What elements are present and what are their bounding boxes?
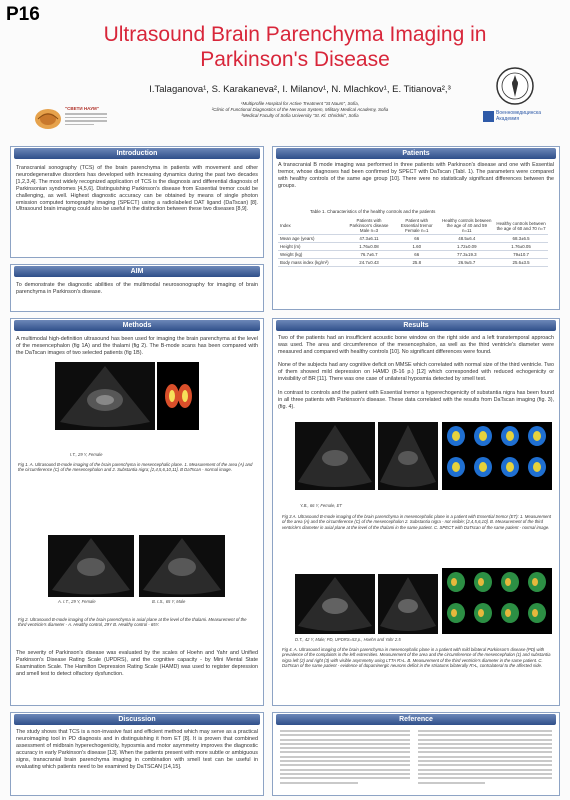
poster-title: Ultrasound Brain Parenchyma Imaging in Parkinson's Disease (103, 23, 487, 71)
authors: I.Talaganova¹, S. Karakaneva², I. Milanov¹, N. Mlachkov¹, E. Titianova²,³ (149, 84, 451, 95)
ultrasound-fan-icon (295, 574, 375, 634)
table-header-cell: Healthy controls between the age of 60 and 70 n=7 (494, 217, 548, 235)
fig3-patient-label: Y.B., 66 Y, Female, ET (300, 503, 342, 508)
academy-mark-icon (483, 111, 494, 122)
brain-logo-icon (33, 104, 63, 134)
results-header: Results (276, 320, 556, 331)
fig1-caption: Fig 1. A. Ultrasound B-mode imaging of the brain parenchyma in mesencephalic plane. 1. Measurement of the area (A) and the circumference (C) of the mesencephalon and 2. Substantia nigra; [2,4,5,6,10,11]. B DaTscan - normal image. (18, 462, 253, 473)
patients-header: Patients (276, 148, 556, 159)
fig3-caption: Fig 3 A. Ultrasound B-mode imaging of the brain parenchyma in mesencephalic plane in a patient with Essential tremor (ET): 1. Measurement of the area (A) and the circumference (C) of the mesencephalon 2. Substantia nigra - not visible; [2,4,5,6,10]. B. Measurement of the third ventricle's diameter in axial plane at the level of the thalami in the same patient. C. SPECT with DaTscan of the same patient - normal image. (282, 514, 552, 530)
ultrasound-fan-icon (139, 535, 225, 597)
academy-logo-text: Военномедицинска Академия (496, 110, 542, 122)
fig1-ultrasound-image (55, 362, 155, 430)
hospital-logo-text: "СВЕТИ НАУМ" (65, 106, 99, 111)
table-cell: 47.3±6.11 (344, 235, 394, 243)
affiliation-1: ¹Multiprofile Hospital for Active Treatment "St Naum", Sofia, (241, 101, 359, 106)
table-cell: 76.7±6.7 (344, 251, 394, 259)
table-cell: 26.9±5.7 (439, 259, 494, 267)
table-row (278, 251, 548, 259)
table-cell: Weight (kg) (278, 251, 344, 259)
fig2a-patient-label: A. I.T., 29 Y, Female (58, 599, 96, 604)
academy-emblem-icon (495, 66, 535, 106)
table-cell: 25.6±3.5 (494, 259, 548, 267)
introduction-header: Introduction (14, 148, 260, 159)
hospital-logo (33, 100, 111, 136)
reference-list-right (418, 730, 552, 786)
affiliations (150, 101, 450, 119)
patients-table (278, 217, 548, 267)
results-text-2: None of the subjects had any cognitive deficit on MMSE which correlated with normal size of the third ventricle. Two of them showed mild depression on HAMD (8-16 p.) [12] which corresponded with reduced echogenicity or invisibility of BR [11]. There was one case of unilateral hyposmia detected by smell test. (278, 362, 554, 382)
fig2b-patient-label: B. I.S., 65 Y, Male (152, 599, 186, 604)
fig4-caption: Fig 4. A. Ultrasound imaging of the brain parenchyma in mesencephalic plane in a patient with mild bilateral Parkinson's disease (PD) with prevalence of the complaints in the left extremities. Measurement of the area and the circumference of the mesencephalon (1) and substantia nigra left (2) and right (3) with visible asymmetry using LTTA R>L. B. Measurement of the third ventricle's diameter in the same patient. C. DaTscan of the same patient - evidence of dopaminergic neurons deficit in the striatums bilaterally R>L, contralateral to the affected side. (282, 647, 551, 669)
table-cell: 1.76±0.05 (494, 243, 548, 251)
table-cell: 48.5±6.4 (439, 235, 494, 243)
discussion-text: The study shows that TCS is a non-invasive fast and efficient method which may serve as a practical neuroimaging tool in PD diagnosis and in distinguishing it from ET [8]. It is proven that combined assessment of midbrain hyperechogenicity, hyposmia and motor asymmetry improves the diagnostic accuracy in early Parkinson's disease [13]. When the patients present with more subtle or ambiguous signs, transcranial brain parenchyma imaging in combination with smell test can be useful in evaluating which patients need to be examined by DaTSCAN [14,15]. (16, 729, 258, 770)
fig2b-ultrasound-image (139, 535, 225, 597)
discussion-header: Discussion (14, 714, 260, 725)
methods-text-scales: The severity of Parkinson's disease was evaluated by the scales of Hoehn and Yahr and Unified Parkinson's Disease Rating Scale (UPDRS), and the cognitive capacity - by Mini Mental State Examination Scale. The Hamilton Depression Rating Scale (HAMD) was used to register depression and smell test to detect olfactory dysfunction. (16, 650, 258, 677)
datscan-icon (157, 362, 199, 430)
fig3c-datscan-grid (442, 422, 552, 490)
poster-number: P16 (6, 4, 40, 25)
table-cell: 66 (394, 235, 439, 243)
table-header-cell: Patient with Essential tremor Female n=1 (394, 217, 439, 235)
table-cell: Body mass index (kg/m²) (278, 259, 344, 267)
academy-logo (483, 66, 553, 141)
table-cell: 66 (394, 251, 439, 259)
fig4-patient-label: D.T., 42 Y, Male; PD, UPDRS=53 p., Hoehn and Yahr 2.5 (295, 637, 401, 642)
fig3b-ultrasound-image (378, 422, 438, 490)
aim-text: To demonstrate the diagnostic abilities of the multimodal neurosonography for imaging of brain parenchyma in Parkinson's disease. (16, 282, 258, 295)
ultrasound-fan-icon (378, 574, 438, 634)
table-cell: 1.72±0.09 (439, 243, 494, 251)
affiliation-2: ²Clinic of Functional Diagnostics of the Nervous System, Military Medical Academy, Sofia (211, 107, 389, 112)
ultrasound-fan-icon (48, 535, 134, 597)
ultrasound-fan-icon (378, 422, 438, 490)
table-row (278, 235, 548, 243)
table-cell: 1.60 (394, 243, 439, 251)
patients-text: A transcranial B mode imaging was performed in three patients with Parkinson's disease and one with Essential tremor, whose diagnoses had been confirmed by SPECT with DaTscan (Tabl. 1). The parameters were compared with healthy controls of the same age group [10]. There were no statistically significant differences between the groups. (278, 162, 554, 189)
fig3a-ultrasound-image (295, 422, 375, 490)
aim-header: AIM (14, 266, 260, 277)
table-header-row (278, 217, 548, 235)
fig1-patient-label: I.T., 29 Y, Female (70, 452, 103, 457)
fig4b-ultrasound-image (378, 574, 438, 634)
reference-list-left (280, 730, 410, 786)
ultrasound-fan-icon (295, 422, 375, 490)
table-cell: Height (m) (278, 243, 344, 251)
fig4a-ultrasound-image (295, 574, 375, 634)
results-text-3: In contrast to controls and the patient with Essential tremor a hyperechogenicity of substantia nigra has been found in all three patients with Parkinson's disease. These data correlated with the results from DaTscan imaging (fig. 3), (fig. 4). (278, 390, 554, 410)
table-row (278, 259, 548, 267)
table-caption: Table 1. Characteristics of the healthy controls and the patients (310, 209, 436, 214)
table-row (278, 243, 548, 251)
fig2-caption: Fig 2. Ultrasound B-mode imaging of the brain parenchyma in axial plane at the level of the thalami. Measurement of the third ventricle's diameter - A. Healthy control, 29Y B. Healthy control - 65Y. (18, 617, 247, 628)
table-cell: 77.3±19.3 (439, 251, 494, 259)
fig2a-ultrasound-image (48, 535, 134, 597)
table-header-cell: Index (278, 217, 344, 235)
fig1-datscan-image (157, 362, 199, 430)
introduction-text: Transcranial sonography (TCS) of the brain parenchyma in patients with movement and other neurodegenerative disorders has developed with increasing dynamics during the past two decades [1,2,3,4]. The most widely recognized application of TCS is the diagnosis and differential diagnosis of Parkinsonian syndromes [4,5,6]. Distinguishing Parkinson's disease from Essential tremor could be challenging, as well. Highest diagnostic accuracy can be obtained by means of single photon emission computed tomography imaging (SPECT) using a radiolabeled DAT ligand (DaTscan) [8]. Ultrasound brain imaging could also be useful in the distinction between these two diseases [8,9]. (16, 165, 258, 213)
table-cell: 24.7±0.43 (344, 259, 394, 267)
table-cell: 1.76±0.08 (344, 243, 394, 251)
datscan-grid-icon (442, 422, 552, 490)
table-header-cell: Patients with Parkinson's disease Male n=3 (344, 217, 394, 235)
results-text-1: Two of the patients had an insufficient acoustic bone window on the right side and a left transtemporal approach was used. The area and circumference of the mesencephalon, as well as the third ventricle's diameter were measured and compared with healthy controls [10]. No significant differences were found. (278, 335, 554, 355)
fig4c-datscan-grid (442, 568, 552, 634)
table-header-cell: Healthy controls between the age of 40 and 59 n=11 (439, 217, 494, 235)
affiliation-3: ³Medical Faculty of Sofia University "St. Kl. Ohridski", Sofia (241, 113, 359, 118)
reference-header: Reference (276, 714, 556, 725)
ultrasound-fan-icon (55, 362, 155, 430)
methods-text-intro: A multimodal high-definition ultrasound has been used for imaging the brain parenchyma at the level of the mesencephalon (fig 1A) and the thalami (fig 2). The B-mode scans has been compared with the DaTscan images of two selected patients (fig 1B). (16, 336, 258, 356)
table-cell: 79±10.7 (494, 251, 548, 259)
table-cell: Mean age (years) (278, 235, 344, 243)
datscan-grid-icon (442, 568, 552, 634)
table-cell: 68.3±6.5 (494, 235, 548, 243)
table-cell: 25.8 (394, 259, 439, 267)
methods-header: Methods (14, 320, 260, 331)
